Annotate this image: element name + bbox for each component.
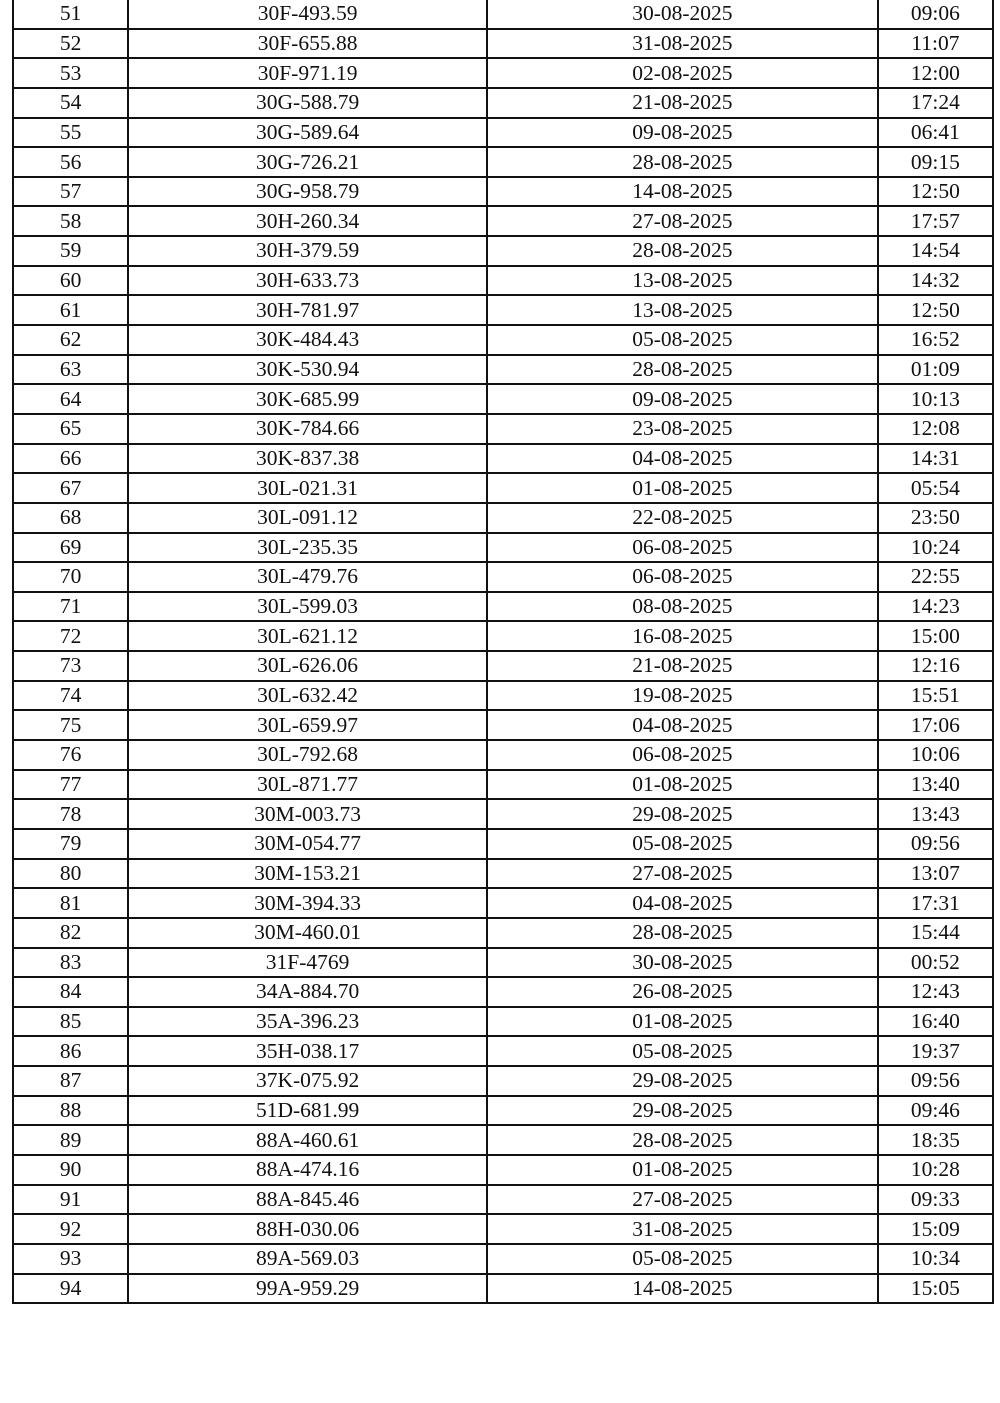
license-plate-cell: 30F-493.59: [128, 0, 487, 29]
license-plate-cell: 30M-054.77: [128, 829, 487, 859]
time-cell: 15:44: [878, 918, 993, 948]
date-cell: 01-08-2025: [487, 473, 878, 503]
row-number-cell: 75: [13, 710, 128, 740]
date-cell: 30-08-2025: [487, 0, 878, 29]
table-row: [13, 1096, 993, 1126]
table-row: [13, 295, 993, 325]
time-cell: 17:24: [878, 88, 993, 118]
vehicle-records-table: [12, 0, 994, 1304]
row-number-cell: 82: [13, 918, 128, 948]
row-number-cell: 76: [13, 740, 128, 770]
date-cell: 09-08-2025: [487, 118, 878, 148]
table-row: [13, 592, 993, 622]
table-row: [13, 1214, 993, 1244]
time-cell: 09:06: [878, 0, 993, 29]
row-number-cell: 83: [13, 948, 128, 978]
date-cell: 27-08-2025: [487, 1185, 878, 1215]
time-cell: 13:40: [878, 770, 993, 800]
table-row: [13, 1244, 993, 1274]
license-plate-cell: 30L-871.77: [128, 770, 487, 800]
license-plate-cell: 30M-003.73: [128, 799, 487, 829]
date-cell: 01-08-2025: [487, 1007, 878, 1037]
time-cell: 10:28: [878, 1155, 993, 1185]
license-plate-cell: 31F-4769: [128, 948, 487, 978]
time-cell: 17:57: [878, 206, 993, 236]
time-cell: 17:06: [878, 710, 993, 740]
time-cell: 10:06: [878, 740, 993, 770]
time-cell: 15:51: [878, 681, 993, 711]
time-cell: 13:43: [878, 799, 993, 829]
table-row: [13, 0, 993, 29]
row-number-cell: 61: [13, 295, 128, 325]
row-number-cell: 73: [13, 651, 128, 681]
row-number-cell: 64: [13, 384, 128, 414]
date-cell: 14-08-2025: [487, 1274, 878, 1304]
table-row: [13, 1036, 993, 1066]
row-number-cell: 57: [13, 177, 128, 207]
time-cell: 00:52: [878, 948, 993, 978]
license-plate-cell: 51D-681.99: [128, 1096, 487, 1126]
license-plate-cell: 30K-484.43: [128, 325, 487, 355]
license-plate-cell: 37K-075.92: [128, 1066, 487, 1096]
row-number-cell: 80: [13, 859, 128, 889]
time-cell: 14:32: [878, 266, 993, 296]
table-row: [13, 859, 993, 889]
time-cell: 01:09: [878, 355, 993, 385]
date-cell: 21-08-2025: [487, 88, 878, 118]
row-number-cell: 66: [13, 444, 128, 474]
date-cell: 19-08-2025: [487, 681, 878, 711]
time-cell: 19:37: [878, 1036, 993, 1066]
time-cell: 13:07: [878, 859, 993, 889]
time-cell: 22:55: [878, 562, 993, 592]
date-cell: 06-08-2025: [487, 562, 878, 592]
license-plate-cell: 99A-959.29: [128, 1274, 487, 1304]
row-number-cell: 84: [13, 977, 128, 1007]
license-plate-cell: 88A-845.46: [128, 1185, 487, 1215]
license-plate-cell: 30H-379.59: [128, 236, 487, 266]
license-plate-cell: 30L-621.12: [128, 621, 487, 651]
license-plate-cell: 30L-091.12: [128, 503, 487, 533]
license-plate-cell: 30L-235.35: [128, 533, 487, 563]
table-row: [13, 1155, 993, 1185]
table-row: [13, 770, 993, 800]
row-number-cell: 62: [13, 325, 128, 355]
license-plate-cell: 30H-633.73: [128, 266, 487, 296]
time-cell: 06:41: [878, 118, 993, 148]
row-number-cell: 79: [13, 829, 128, 859]
row-number-cell: 81: [13, 888, 128, 918]
license-plate-cell: 30F-971.19: [128, 58, 487, 88]
row-number-cell: 54: [13, 88, 128, 118]
table-row: [13, 562, 993, 592]
time-cell: 15:00: [878, 621, 993, 651]
time-cell: 10:34: [878, 1244, 993, 1274]
license-plate-cell: 88A-474.16: [128, 1155, 487, 1185]
table-row: [13, 473, 993, 503]
row-number-cell: 89: [13, 1125, 128, 1155]
license-plate-cell: 35A-396.23: [128, 1007, 487, 1037]
license-plate-cell: 88H-030.06: [128, 1214, 487, 1244]
date-cell: 31-08-2025: [487, 1214, 878, 1244]
row-number-cell: 67: [13, 473, 128, 503]
date-cell: 27-08-2025: [487, 206, 878, 236]
license-plate-cell: 30L-021.31: [128, 473, 487, 503]
license-plate-cell: 88A-460.61: [128, 1125, 487, 1155]
row-number-cell: 65: [13, 414, 128, 444]
date-cell: 28-08-2025: [487, 918, 878, 948]
license-plate-cell: 30L-479.76: [128, 562, 487, 592]
time-cell: 16:40: [878, 1007, 993, 1037]
table-row: [13, 681, 993, 711]
table-row: [13, 1185, 993, 1215]
table-row: [13, 58, 993, 88]
table-row: [13, 948, 993, 978]
table-row: [13, 533, 993, 563]
license-plate-cell: 89A-569.03: [128, 1244, 487, 1274]
date-cell: 14-08-2025: [487, 177, 878, 207]
time-cell: 14:31: [878, 444, 993, 474]
date-cell: 04-08-2025: [487, 710, 878, 740]
table-row: [13, 206, 993, 236]
license-plate-cell: 30K-784.66: [128, 414, 487, 444]
row-number-cell: 85: [13, 1007, 128, 1037]
time-cell: 17:31: [878, 888, 993, 918]
time-cell: 15:05: [878, 1274, 993, 1304]
row-number-cell: 51: [13, 0, 128, 29]
time-cell: 09:56: [878, 1066, 993, 1096]
date-cell: 28-08-2025: [487, 355, 878, 385]
table-row: [13, 355, 993, 385]
license-plate-cell: 30H-781.97: [128, 295, 487, 325]
row-number-cell: 93: [13, 1244, 128, 1274]
date-cell: 28-08-2025: [487, 236, 878, 266]
date-cell: 02-08-2025: [487, 58, 878, 88]
table-row: [13, 799, 993, 829]
time-cell: 10:24: [878, 533, 993, 563]
time-cell: 12:16: [878, 651, 993, 681]
date-cell: 26-08-2025: [487, 977, 878, 1007]
time-cell: 09:33: [878, 1185, 993, 1215]
license-plate-cell: 30M-460.01: [128, 918, 487, 948]
time-cell: 15:09: [878, 1214, 993, 1244]
date-cell: 05-08-2025: [487, 1036, 878, 1066]
date-cell: 09-08-2025: [487, 384, 878, 414]
license-plate-cell: 30M-394.33: [128, 888, 487, 918]
table-row: [13, 88, 993, 118]
table-row: [13, 1125, 993, 1155]
date-cell: 21-08-2025: [487, 651, 878, 681]
time-cell: 18:35: [878, 1125, 993, 1155]
date-cell: 01-08-2025: [487, 770, 878, 800]
row-number-cell: 71: [13, 592, 128, 622]
license-plate-cell: 30G-589.64: [128, 118, 487, 148]
table-row: [13, 147, 993, 177]
license-plate-cell: 30G-958.79: [128, 177, 487, 207]
date-cell: 16-08-2025: [487, 621, 878, 651]
time-cell: 16:52: [878, 325, 993, 355]
table-row: [13, 1066, 993, 1096]
time-cell: 05:54: [878, 473, 993, 503]
date-cell: 29-08-2025: [487, 1066, 878, 1096]
date-cell: 27-08-2025: [487, 859, 878, 889]
date-cell: 04-08-2025: [487, 444, 878, 474]
table-row: [13, 177, 993, 207]
table-row: [13, 888, 993, 918]
date-cell: 06-08-2025: [487, 533, 878, 563]
license-plate-cell: 30L-626.06: [128, 651, 487, 681]
date-cell: 29-08-2025: [487, 799, 878, 829]
table-row: [13, 325, 993, 355]
license-plate-cell: 30H-260.34: [128, 206, 487, 236]
license-plate-cell: 30L-659.97: [128, 710, 487, 740]
row-number-cell: 92: [13, 1214, 128, 1244]
date-cell: 28-08-2025: [487, 1125, 878, 1155]
row-number-cell: 74: [13, 681, 128, 711]
date-cell: 13-08-2025: [487, 266, 878, 296]
table-row: [13, 1274, 993, 1304]
row-number-cell: 56: [13, 147, 128, 177]
row-number-cell: 87: [13, 1066, 128, 1096]
date-cell: 31-08-2025: [487, 29, 878, 59]
table-row: [13, 384, 993, 414]
date-cell: 04-08-2025: [487, 888, 878, 918]
date-cell: 22-08-2025: [487, 503, 878, 533]
table-row: [13, 621, 993, 651]
time-cell: 14:23: [878, 592, 993, 622]
row-number-cell: 52: [13, 29, 128, 59]
license-plate-cell: 30L-632.42: [128, 681, 487, 711]
table-row: [13, 266, 993, 296]
date-cell: 01-08-2025: [487, 1155, 878, 1185]
row-number-cell: 88: [13, 1096, 128, 1126]
time-cell: 12:00: [878, 58, 993, 88]
time-cell: 09:56: [878, 829, 993, 859]
time-cell: 09:15: [878, 147, 993, 177]
license-plate-cell: 30M-153.21: [128, 859, 487, 889]
license-plate-cell: 30G-588.79: [128, 88, 487, 118]
row-number-cell: 94: [13, 1274, 128, 1304]
license-plate-cell: 30L-792.68: [128, 740, 487, 770]
row-number-cell: 91: [13, 1185, 128, 1215]
table-row: [13, 503, 993, 533]
date-cell: 23-08-2025: [487, 414, 878, 444]
row-number-cell: 53: [13, 58, 128, 88]
table-row: [13, 118, 993, 148]
table-row: [13, 444, 993, 474]
license-plate-cell: 34A-884.70: [128, 977, 487, 1007]
row-number-cell: 59: [13, 236, 128, 266]
license-plate-cell: 30L-599.03: [128, 592, 487, 622]
time-cell: 09:46: [878, 1096, 993, 1126]
date-cell: 29-08-2025: [487, 1096, 878, 1126]
table-row: [13, 710, 993, 740]
row-number-cell: 72: [13, 621, 128, 651]
row-number-cell: 90: [13, 1155, 128, 1185]
date-cell: 06-08-2025: [487, 740, 878, 770]
license-plate-cell: 30K-685.99: [128, 384, 487, 414]
date-cell: 05-08-2025: [487, 1244, 878, 1274]
license-plate-cell: 30G-726.21: [128, 147, 487, 177]
table-row: [13, 414, 993, 444]
date-cell: 13-08-2025: [487, 295, 878, 325]
time-cell: 11:07: [878, 29, 993, 59]
row-number-cell: 58: [13, 206, 128, 236]
license-plate-cell: 30F-655.88: [128, 29, 487, 59]
license-plate-cell: 30K-837.38: [128, 444, 487, 474]
time-cell: 10:13: [878, 384, 993, 414]
table-row: [13, 918, 993, 948]
table-row: [13, 236, 993, 266]
date-cell: 08-08-2025: [487, 592, 878, 622]
license-plate-cell: 35H-038.17: [128, 1036, 487, 1066]
time-cell: 14:54: [878, 236, 993, 266]
row-number-cell: 86: [13, 1036, 128, 1066]
table-row: [13, 829, 993, 859]
row-number-cell: 63: [13, 355, 128, 385]
row-number-cell: 77: [13, 770, 128, 800]
time-cell: 12:08: [878, 414, 993, 444]
row-number-cell: 55: [13, 118, 128, 148]
time-cell: 23:50: [878, 503, 993, 533]
date-cell: 05-08-2025: [487, 829, 878, 859]
table-row: [13, 740, 993, 770]
time-cell: 12:43: [878, 977, 993, 1007]
table-row: [13, 651, 993, 681]
row-number-cell: 69: [13, 533, 128, 563]
row-number-cell: 60: [13, 266, 128, 296]
table-row: [13, 977, 993, 1007]
license-plate-cell: 30K-530.94: [128, 355, 487, 385]
row-number-cell: 68: [13, 503, 128, 533]
row-number-cell: 70: [13, 562, 128, 592]
time-cell: 12:50: [878, 177, 993, 207]
table-row: [13, 29, 993, 59]
date-cell: 05-08-2025: [487, 325, 878, 355]
table-row: [13, 1007, 993, 1037]
date-cell: 28-08-2025: [487, 147, 878, 177]
row-number-cell: 78: [13, 799, 128, 829]
time-cell: 12:50: [878, 295, 993, 325]
date-cell: 30-08-2025: [487, 948, 878, 978]
table-body: [13, 0, 993, 1303]
